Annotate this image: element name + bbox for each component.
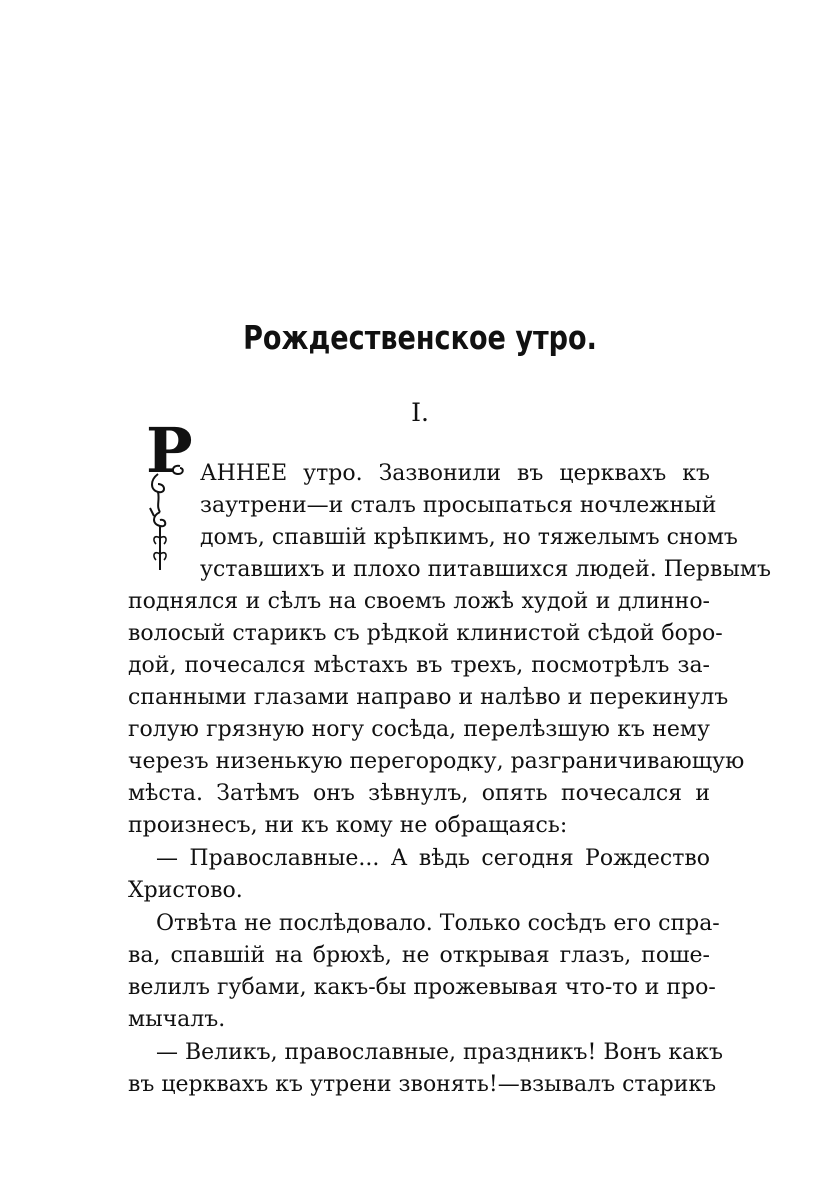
text-line: дой, почесался мѣстахъ въ трехъ, посмотрѣлъ за- bbox=[128, 653, 710, 678]
text-line: велилъ губами, какъ-бы прожевывая что-то и про- bbox=[128, 975, 716, 1000]
text-line: АННЕЕ утро. Зазвонили въ церквахъ къ bbox=[200, 461, 710, 486]
text-line: волосый старикъ съ рѣдкой клинистой сѣдой боро- bbox=[128, 621, 723, 646]
text-line: — Великъ, православные, праздникъ! Вонъ какъ bbox=[156, 1040, 724, 1065]
text-line: домъ, спавшій крѣпкимъ, но тяжелымъ сномъ bbox=[200, 525, 738, 550]
text-line: заутрени—и сталъ просыпаться ночлежный bbox=[200, 493, 717, 518]
text-line: голую грязную ногу сосѣда, перелѣзшую къ нему bbox=[128, 717, 710, 742]
text-line: ва, спавшій на брюхѣ, не открывая глазъ, поше- bbox=[128, 943, 710, 968]
text-line: произнесъ, ни къ кому не обращаясь: bbox=[128, 813, 568, 838]
text-line: въ церквахъ къ утрени звонять!—взывалъ старикъ bbox=[128, 1072, 717, 1097]
chapter-number: I. bbox=[411, 398, 429, 427]
page-title: Рождественское утро. bbox=[243, 318, 597, 357]
text-line: спанными глазами направо и налѣво и перекинулъ bbox=[128, 685, 729, 710]
text-line: поднялся и сѣлъ на своемъ ложѣ худой и длинно- bbox=[128, 589, 710, 614]
text-line: мѣста. Затѣмъ онъ зѣвнулъ, опять почесался и bbox=[128, 781, 710, 806]
svg-text:Р: Р bbox=[146, 420, 193, 487]
text-line: мычалъ. bbox=[128, 1007, 226, 1032]
text-line: уставшихъ и плохо питавшихся людей. Первымъ bbox=[200, 557, 771, 582]
text-line: Отвѣта не послѣдовало. Только сосѣдъ его спра- bbox=[156, 911, 720, 936]
text-line: черезъ низенькую перегородку, разграничивающую bbox=[128, 749, 745, 774]
decorated-initial-r-icon bbox=[146, 420, 198, 580]
dropcap-ornament bbox=[146, 420, 198, 580]
text-line: — Православные... А вѣдь сегодня Рождество bbox=[156, 846, 710, 871]
text-line: Христово. bbox=[128, 878, 243, 903]
